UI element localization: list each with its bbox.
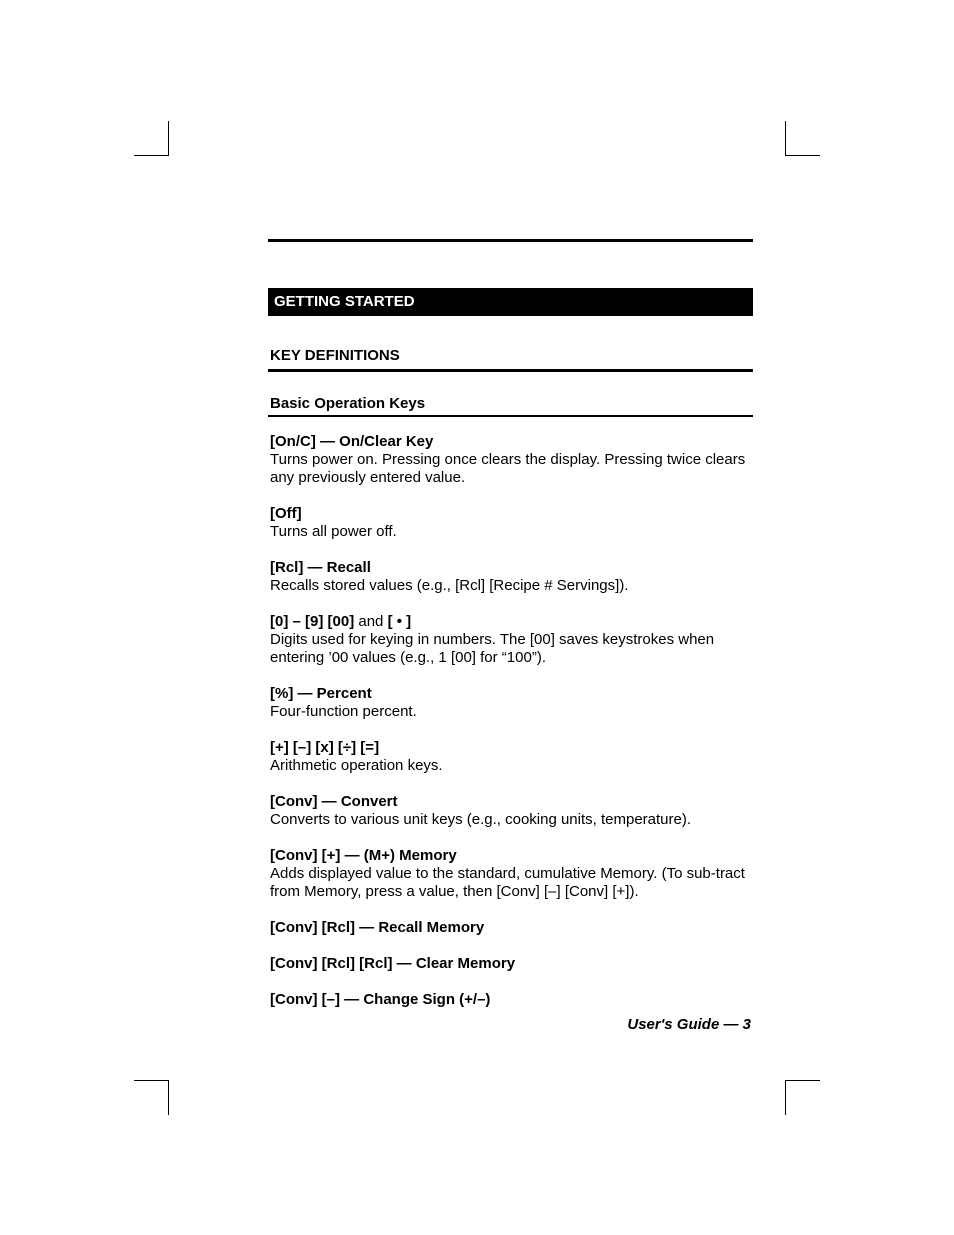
basic-operation-keys-heading: Basic Operation Keys: [268, 395, 753, 417]
top-rule: [268, 239, 753, 242]
key-entry-recall-memory: [270, 919, 750, 937]
key-entry-description: Digits used for keying in numbers. The [00] saves keystrokes when entering ’00 values (e.g., 1 [00] for “100”).: [270, 631, 715, 666]
crop-mark-top-right-vertical: [785, 121, 786, 156]
key-entry-title: [Conv] [Rcl] — Recall Memory: [270, 919, 485, 936]
key-entry-description: Arithmetic operation keys.: [270, 757, 443, 774]
key-entry-description: Converts to various unit keys (e.g., cooking units, temperature).: [270, 811, 692, 828]
key-entry-description: Adds displayed value to the standard, cumulative Memory. (To sub-tract from Memory, press a value, then [Conv] [–] [Conv] [+]).: [270, 865, 745, 900]
key-entry-description: Turns all power off.: [270, 523, 397, 540]
key-entry-change-sign: [270, 991, 750, 1009]
key-entry-recall: [270, 559, 750, 595]
key-entry-percent: [270, 685, 750, 721]
digits-keys-label: [0] – [9] [00]: [270, 613, 355, 630]
section-heading: GETTING STARTED: [268, 288, 753, 316]
key-entry-title: [Off]: [270, 505, 302, 522]
crop-mark-top-left-vertical: [168, 121, 169, 156]
key-entry-clear-memory: [270, 955, 750, 973]
key-entry-memory-plus: [270, 847, 750, 901]
key-entry-title: [Conv] [Rcl] [Rcl] — Clear Memory: [270, 955, 516, 972]
key-entry-on-clear: [270, 433, 750, 487]
key-entry-description: Recalls stored values (e.g., [Rcl] [Recipe # Servings]).: [270, 577, 629, 594]
key-entry-title: [%] — Percent: [270, 685, 372, 702]
key-entry-title: [270, 613, 750, 631]
key-entry-description: Turns power on. Pressing once clears the display. Pressing twice clears any previously entered value.: [270, 451, 746, 486]
key-definition-list: [270, 433, 750, 1027]
crop-mark-bottom-left-vertical: [168, 1080, 169, 1115]
key-entry-off: [270, 505, 750, 541]
key-entry-title: [Conv] [+] — (M+) Memory: [270, 847, 457, 864]
decimal-key-label: [ • ]: [387, 613, 412, 630]
key-definitions-heading: KEY DEFINITIONS: [268, 347, 753, 372]
key-entry-digits: [270, 613, 750, 667]
page-footer: User's Guide — 3: [627, 1016, 751, 1033]
key-entry-convert: [270, 793, 750, 829]
crop-mark-bottom-right-horizontal: [785, 1080, 820, 1081]
key-entry-title: [Conv] — Convert: [270, 793, 398, 810]
crop-mark-top-right-horizontal: [785, 155, 820, 156]
key-entry-description: Four-function percent.: [270, 703, 417, 720]
digits-and-label: and: [354, 613, 388, 630]
key-entry-title: [+] [–] [x] [÷] [=]: [270, 739, 380, 756]
crop-mark-top-left-horizontal: [134, 155, 169, 156]
crop-mark-bottom-right-vertical: [785, 1080, 786, 1115]
key-entry-title: [On/C] — On/Clear Key: [270, 433, 434, 450]
key-entry-title: [Rcl] — Recall: [270, 559, 371, 576]
crop-mark-bottom-left-horizontal: [134, 1080, 169, 1081]
key-entry-arithmetic: [270, 739, 750, 775]
key-entry-title: [Conv] [–] — Change Sign (+/–): [270, 991, 491, 1008]
